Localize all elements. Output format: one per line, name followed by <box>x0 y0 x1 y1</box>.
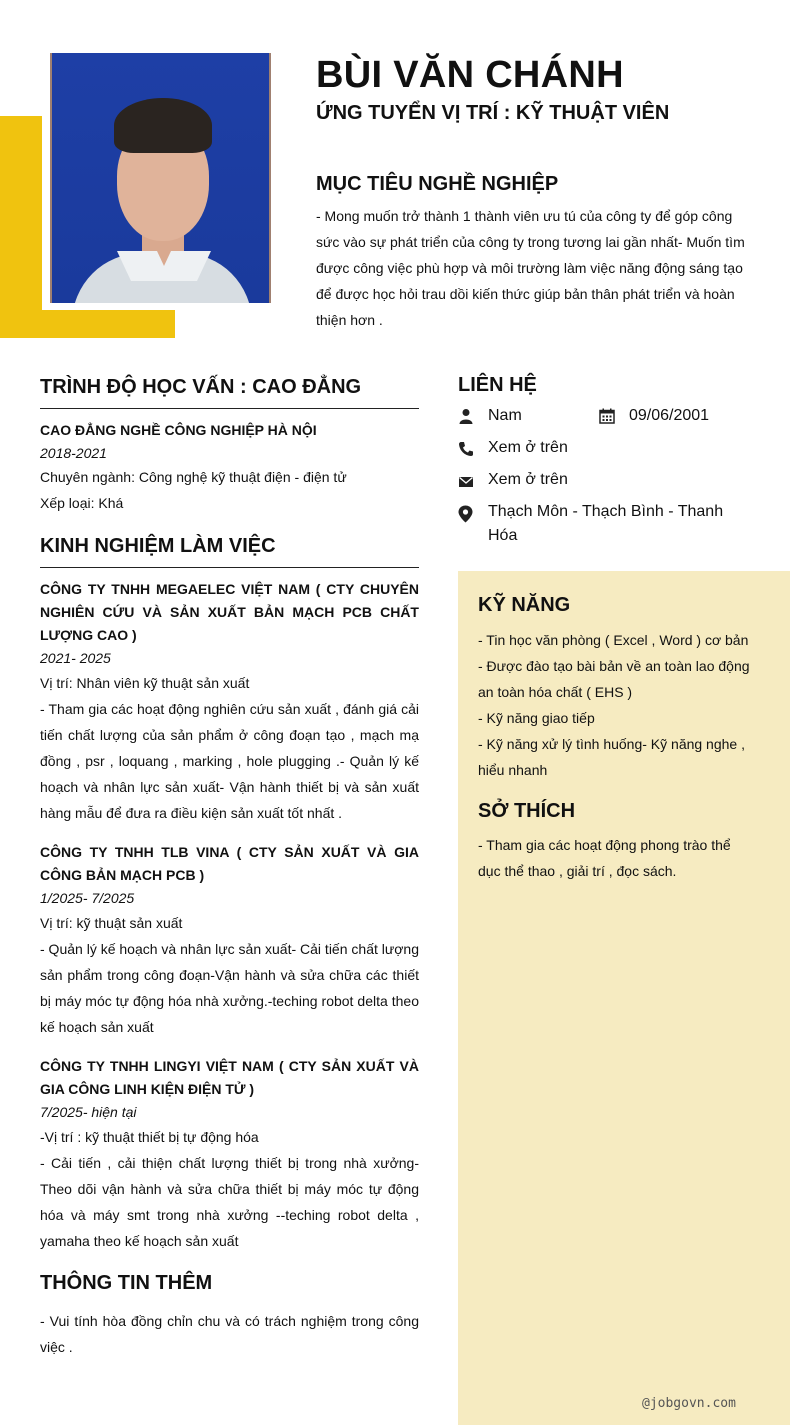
objective-text: - Mong muốn trở thành 1 thành viên ưu tú của công ty để góp công sức vào sự phát triển của công ty trong tương lai gần nhất- Muốn tìm được công việc phù hợp và môi trường làm việc năng động sáng tạo để được học hỏi trau dồi kiến thức giúp bản thân phát triển và hoàn thiện hơn . <box>316 208 745 328</box>
contact-gender: Nam <box>488 407 522 424</box>
email-icon <box>458 474 474 490</box>
objective-heading: MỤC TIÊU NGHỀ NGHIỆP <box>316 173 559 195</box>
contact-address: Thạch Môn - Thạch Bình - Thanh Hóa <box>488 503 724 544</box>
contact-email: Xem ở trên <box>488 471 568 488</box>
education-major: Chuyên ngành: Công nghệ kỹ thuật điện - điện tử <box>40 469 347 485</box>
skill-item: - Kỹ năng xử lý tình huống- Kỹ năng nghe , hiểu nhanh <box>478 736 745 778</box>
skill-item: - Kỹ năng giao tiếp <box>478 710 595 726</box>
job-entry <box>40 578 419 826</box>
job-description: - Quản lý kế hoạch và nhân lực sản xuất- Cải tiến chất lượng sản phẩm trong công đoạn-Vận hành và sửa chữa các thiết bị máy móc tự động hóa nhà xưởng.-teching robot delta theo kế hoạch sản xuất <box>40 941 419 1035</box>
hobbies-heading: SỞ THÍCH <box>478 800 576 822</box>
extra-info-text: - Vui tính hòa đồng chỉn chu và có trách nghiệm trong công việc . <box>40 1313 419 1355</box>
calendar-icon <box>599 408 615 424</box>
job-period: 1/2025- 7/2025 <box>40 890 135 906</box>
job-description: - Cải tiến , cải thiện chất lượng thiết bị trong nhà xưởng- Theo dõi vận hành và sửa chữa thiết bị máy móc tự động hóa và máy smt trong nhà xưởng --teching robot delta , yamaha theo kế hoạch sản xuất <box>40 1155 419 1249</box>
job-role: -Vị trí : kỹ thuật thiết bị tự động hóa <box>40 1129 259 1145</box>
experience-heading: KINH NGHIỆM LÀM VIỆC <box>40 535 276 557</box>
school-name: CAO ĐẲNG NGHỀ CÔNG NGHIỆP HÀ NỘI <box>40 422 317 438</box>
job-company: CÔNG TY TNHH LINGYI VIỆT NAM ( CTY SẢN XUẤT VÀ GIA CÔNG LINH KIỆN ĐIỆN TỬ ) <box>40 1058 419 1097</box>
person-icon <box>458 408 474 424</box>
education-divider <box>40 408 419 409</box>
education-heading: TRÌNH ĐỘ HỌC VẤN : CAO ĐẲNG <box>40 376 362 398</box>
accent-bar-vertical <box>0 116 42 338</box>
contact-dob: 09/06/2001 <box>629 407 710 424</box>
job-company: CÔNG TY TNHH TLB VINA ( CTY SẢN XUẤT VÀ GIA CÔNG BẢN MẠCH PCB ) <box>40 844 419 883</box>
watermark: @jobgovn.com <box>642 1396 736 1411</box>
contact-phone: Xem ở trên <box>488 439 568 456</box>
job-entry <box>40 841 419 1040</box>
profile-photo <box>50 53 271 303</box>
job-period: 7/2025- hiện tại <box>40 1104 137 1120</box>
contact-heading: LIÊN HỆ <box>458 374 537 396</box>
education-years: 2018-2021 <box>40 445 107 461</box>
job-description: - Tham gia các hoạt động nghiên cứu sản xuất , đánh giá cải tiến chất lượng của sản phẩm ở công đoạn tạo , mạch mạ đồng , psr , loquang , marking , hole plugging .- Quản lý kế hoạch và nhân lực sản xuất- Vận hành thiết bị và sản xuất hàng mẫu để đưa ra điều kiện sản xuất tốt nhất . <box>40 701 419 821</box>
phone-icon <box>458 441 474 457</box>
job-entry <box>40 1055 419 1254</box>
job-role: Vị trí: kỹ thuật sản xuất <box>40 915 183 931</box>
job-period: 2021- 2025 <box>40 650 111 666</box>
skills-list <box>478 627 753 783</box>
experience-divider <box>40 567 419 568</box>
job-role: Vị trí: Nhân viên kỹ thuật sản xuất <box>40 675 250 691</box>
job-company: CÔNG TY TNHH MEGAELEC VIỆT NAM ( CTY CHUYÊN NGHIÊN CỨU VÀ SẢN XUẤT BẢN MẠCH PCB CHẤT LƯỢNG CAO ) <box>40 581 419 643</box>
extra-info-heading: THÔNG TIN THÊM <box>40 1272 213 1294</box>
education-section <box>40 419 419 517</box>
applied-position: ỨNG TUYỂN VỊ TRÍ : KỸ THUẬT VIÊN <box>316 102 670 124</box>
location-pin-icon <box>457 505 474 523</box>
candidate-name: BÙI VĂN CHÁNH <box>316 54 624 96</box>
skills-heading: KỸ NĂNG <box>478 594 571 616</box>
skill-item: - Tin học văn phòng ( Excel , Word ) cơ bản - Được đào tạo bài bản về an toàn lao động an toàn hóa chất ( EHS ) <box>478 632 750 700</box>
education-rank: Xếp loại: Khá <box>40 495 124 511</box>
hobbies-text: - Tham gia các hoạt động phong trào thể dục thể thao , giải trí , đọc sách. <box>478 837 731 879</box>
accent-bar-horizontal <box>0 310 175 338</box>
